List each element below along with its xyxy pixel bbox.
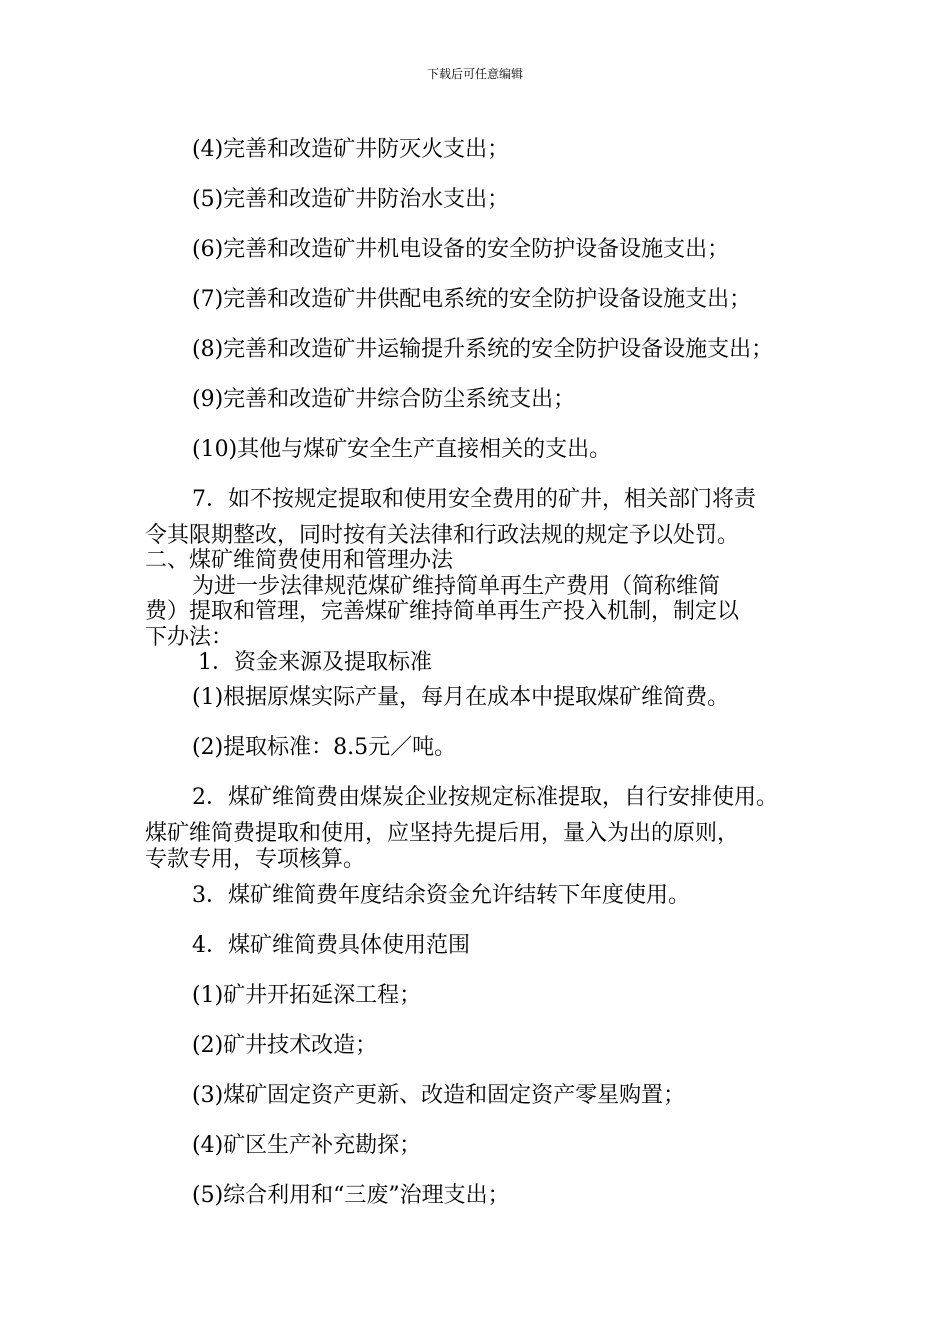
paragraph-line: 3．煤矿维简费年度结余资金允许结转下年度使用。 <box>192 883 690 908</box>
paragraph-line: 令其限期整改，同时按有关法律和行政法规的规定予以处罚。 <box>145 523 740 548</box>
list-item: (5)综合利用和“三废”治理支出； <box>192 1183 510 1208</box>
page-header: 下载后可任意编辑 <box>426 67 523 81</box>
list-item: (2)提取标准：8.5元／吨。 <box>192 735 457 760</box>
section-heading: 二、煤矿维简费使用和管理办法 <box>145 548 454 573</box>
list-item: (2)矿井技术改造； <box>192 1033 378 1058</box>
subsection-heading: 4．煤矿维简费具体使用范围 <box>192 933 470 958</box>
list-item: (8)完善和改造矿井运输提升系统的安全防护设备设施支出； <box>192 337 774 362</box>
paragraph-line: 专款专用，专项核算。 <box>145 847 366 872</box>
paragraph-line: 费）提取和管理，完善煤矿维持简单再生产投入机制，制定以 <box>145 599 740 624</box>
subsection-heading: 1．资金来源及提取标准 <box>198 650 432 675</box>
list-item: (5)完善和改造矿井防治水支出； <box>192 187 510 212</box>
list-item: (1)根据原煤实际产量，每月在成本中提取煤矿维简费。 <box>192 685 730 710</box>
list-item: (3)煤矿固定资产更新、改造和固定资产零星购置； <box>192 1083 686 1108</box>
list-item: (9)完善和改造矿井综合防尘系统支出； <box>192 387 576 412</box>
list-item: (7)完善和改造矿井供配电系统的安全防护设备设施支出； <box>192 287 752 312</box>
paragraph-line: 7．如不按规定提取和使用安全费用的矿井，相关部门将责 <box>192 487 756 512</box>
list-item: (1)矿井开拓延深工程； <box>192 983 422 1008</box>
list-item: (10)其他与煤矿安全生产直接相关的支出。 <box>192 437 612 462</box>
list-item: (6)完善和改造矿井机电设备的安全防护设备设施支出； <box>192 237 730 262</box>
paragraph-line: 为进一步法律规范煤矿维持简单再生产费用（简称维简 <box>192 574 721 599</box>
paragraph-line: 2．煤矿维简费由煤炭企业按规定标准提取，自行安排使用。 <box>192 785 778 810</box>
paragraph-line: 下办法： <box>145 625 234 650</box>
list-item: (4)矿区生产补充勘探； <box>192 1133 422 1158</box>
list-item: (4)完善和改造矿井防灭火支出； <box>192 137 510 162</box>
paragraph-line: 煤矿维简费提取和使用，应坚持先提后用，量入为出的原则， <box>145 821 740 846</box>
